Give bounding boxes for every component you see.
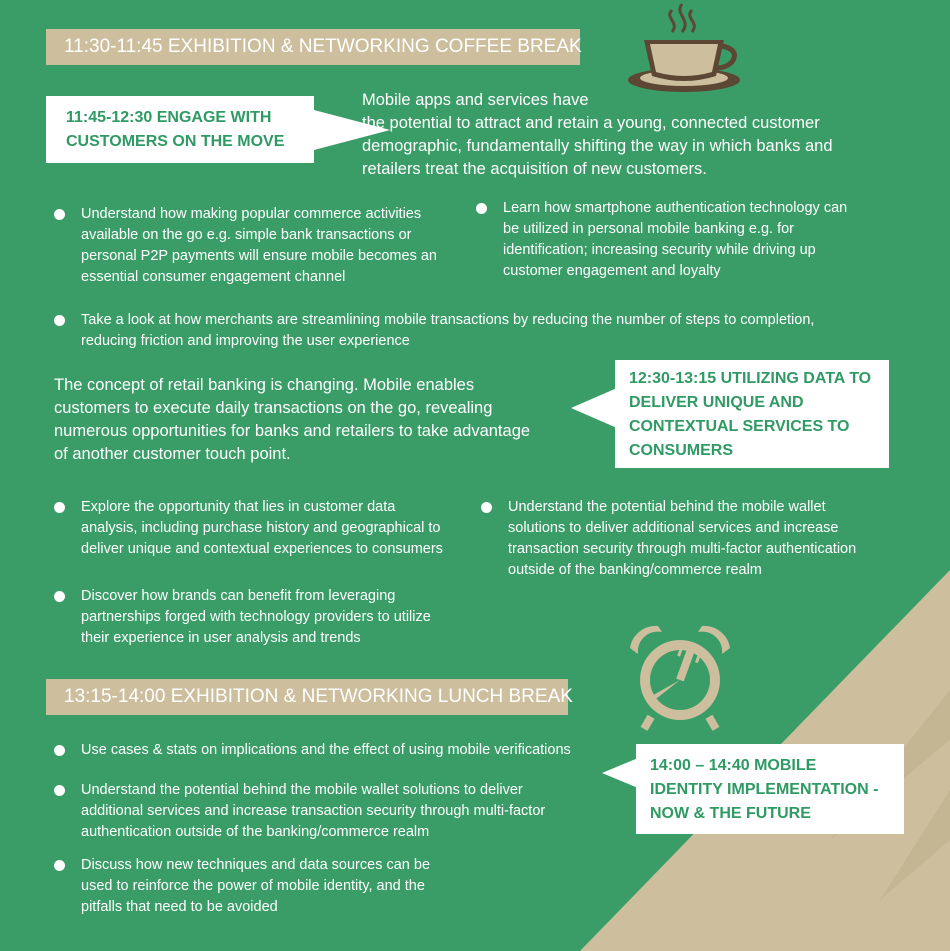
session3-heading-line: NOW & THE FUTURE [650,805,811,822]
bullet-dot [54,745,65,756]
bullet-line: available on the go e.g. simple bank transactions or [81,227,412,243]
bullet-line: Understand the potential behind the mobile wallet [508,499,826,515]
bullet-dot [54,860,65,871]
list-item [476,198,847,282]
session1-heading-callout [46,96,314,163]
intro-line: customers to execute daily transactions on the go, revealing [54,399,493,417]
bullet-line: Learn how smartphone authentication technology can [503,200,848,216]
bullet-line: deliver unique and contextual experiences to consumers [81,541,443,557]
bullet-line: customer engagement and loyalty [503,263,721,279]
alarm-clock-fork-icon [624,622,736,732]
list-item [54,780,545,843]
list-item [54,586,431,649]
coffee-break-label: 11:30-11:45 EXHIBITION & NETWORKING COFFEE BREAK [64,36,582,57]
session2-heading-callout [615,360,889,468]
bullet-line: transaction security through multi-factor authentication [508,541,857,557]
bullet-line: analysis, including purchase history and geographical to [81,520,441,536]
bullet-dot [54,315,65,326]
callout-pointer [571,388,617,428]
coffee-break-banner [46,29,580,65]
lunch-break-banner [46,679,573,715]
list-item [54,855,430,918]
bullet-line: Use cases & stats on implications and the effect of using mobile verifications [81,742,571,758]
intro-line: the potential to attract and retain a young, connected customer [362,114,820,132]
intro-line: Mobile apps and services have [362,91,589,109]
bullet-line: solutions to deliver additional services and increase [508,520,839,536]
session1-heading-line: 11:45-12:30 ENGAGE WITH [66,109,272,126]
session2-heading-line: CONTEXTUAL SERVICES TO [629,418,850,435]
intro-line: of another customer touch point. [54,445,291,463]
bullet-line: authentication outside of the banking/commerce realm [81,824,430,840]
lunch-break-label: 13:15-14:00 EXHIBITION & NETWORKING LUNCH BREAK [64,686,573,707]
session3-heading-callout [636,744,904,834]
bullet-line: partnerships forged with technology providers to utilize [81,609,431,625]
bullet-line: their experience in user analysis and trends [81,630,361,646]
intro-line: retailers treat the acquisition of new customers. [362,160,707,178]
session2-heading-line: 12:30-13:15 UTILIZING DATA TO [629,370,872,387]
list-item [54,497,443,560]
bullet-line: essential consumer engagement channel [81,269,346,285]
bullet-dot [54,502,65,513]
session3-heading-line: 14:00 – 14:40 MOBILE [650,757,817,774]
bullet-line: additional services and increase transaction security through multi-factor [81,803,546,819]
bullet-line: identification; increasing security while driving up [503,242,816,258]
bullet-line: reducing friction and improving the user experience [81,333,410,349]
intro-line: numerous opportunities for banks and retailers to take advantage [54,422,531,440]
list-item [54,740,571,761]
callout-pointer [602,758,638,788]
bullet-dot [54,785,65,796]
session1-intro [362,89,833,181]
session3-heading-line: IDENTITY IMPLEMENTATION - [650,781,879,798]
intro-line: The concept of retail banking is changing. Mobile enables [54,376,475,394]
session2-heading-line: DELIVER UNIQUE AND [629,394,804,411]
bullet-line: Understand how making popular commerce activities [81,206,422,222]
bullet-line: Discuss how new techniques and data sources can be [81,857,431,873]
bullet-line: Explore the opportunity that lies in customer data [81,499,396,515]
bullet-line: pitfalls that need to be avoided [81,899,278,915]
bullet-dot [54,591,65,602]
coffee-cup-icon [624,2,744,98]
session2-heading-line: CONSUMERS [629,442,734,459]
session1-heading-line: CUSTOMERS ON THE MOVE [66,133,285,150]
bullet-dot [481,502,492,513]
bullet-dot [54,209,65,220]
bullet-line: outside of the banking/commerce realm [508,562,762,578]
list-item [481,497,856,581]
list-item [54,310,814,352]
session2-intro [54,374,530,466]
bullet-line: used to reinforce the power of mobile identity, and the [81,878,425,894]
bullet-line: Take a look at how merchants are streamlining mobile transactions by reducing the number of steps to completion, [81,312,815,328]
intro-line: demographic, fundamentally shifting the way in which banks and [362,137,833,155]
list-item [54,204,437,288]
bullet-line: Understand the potential behind the mobile wallet solutions to deliver [81,782,523,798]
bullet-line: personal P2P payments will ensure mobile becomes an [81,248,437,264]
bullet-line: Discover how brands can benefit from leveraging [81,588,396,604]
bullet-line: be utilized in personal mobile banking e.g. for [503,221,794,237]
bullet-dot [476,203,487,214]
